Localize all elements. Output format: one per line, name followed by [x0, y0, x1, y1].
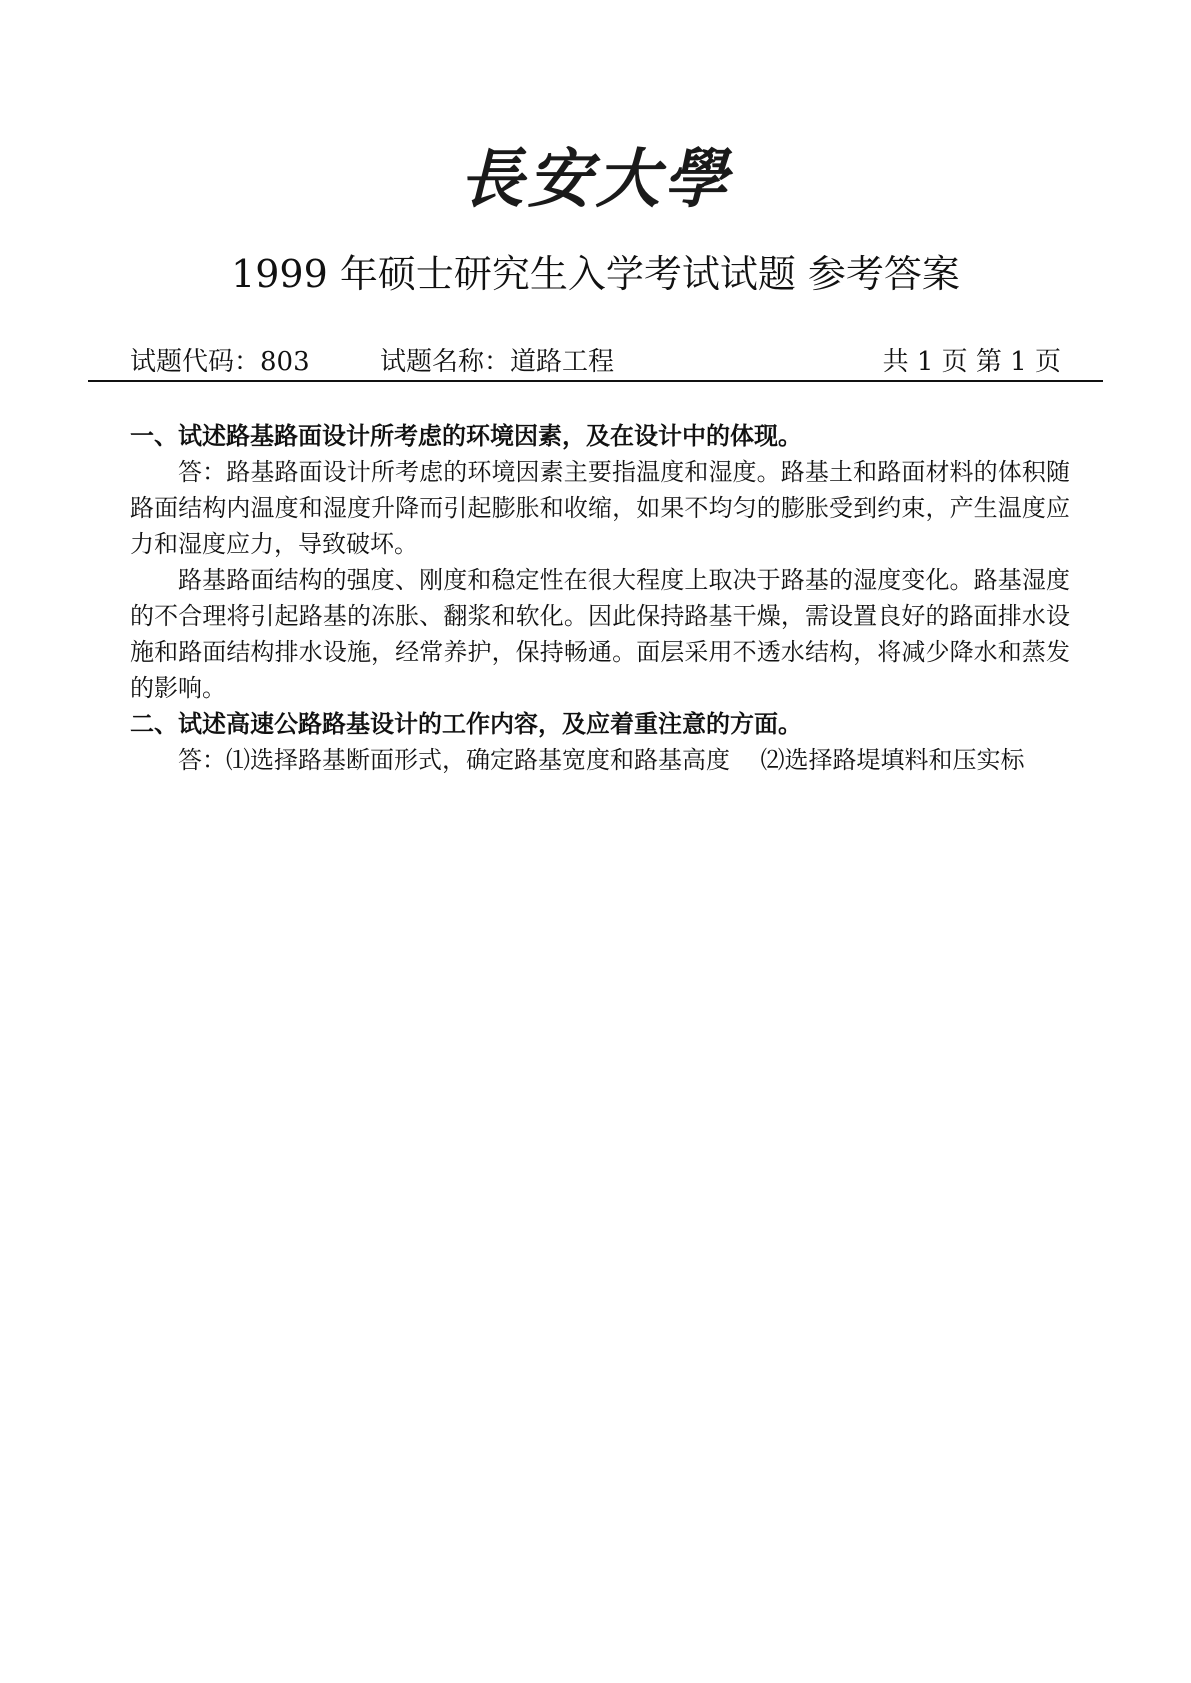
question-block [130, 418, 1070, 706]
answer-paragraph: 答：⑴选择路基断面形式，确定路基宽度和路基高度 ⑵选择路堤填料和压实标 [178, 746, 1025, 774]
question-heading: 一、试述路基路面设计所考虑的环境因素，及在设计中的体现。 [130, 422, 802, 450]
page-title: 1999 年硕士研究生入学考试试题 参考答案 [231, 252, 960, 296]
exam-name: 试题名称：道路工程 [380, 347, 615, 377]
header-divider [88, 380, 1103, 382]
answer-paragraph: 路基路面结构的强度、刚度和稳定性在很大程度上取决于路基的湿度变化。路基湿度的不合理将引起路基的冻胀、翻浆和软化。因此保持路基干燥，需设置良好的路面排水设施和路面结构排水设施，经常养护，保持畅通。面层采用不透水结构，将减少降水和蒸发的影响。 [130, 566, 1070, 702]
answer-paragraph: 答：路基路面设计所考虑的环境因素主要指温度和湿度。路基土和路面材料的体积随路面结构内温度和湿度升降而引起膨胀和收缩，如果不均匀的膨胀受到约束，产生温度应力和湿度应力，导致破坏。 [130, 458, 1070, 558]
page-count: 共 1 页 第 1 页 [882, 347, 1061, 377]
question-block [130, 706, 1070, 778]
exam-code: 试题代码：803 [130, 347, 310, 377]
university-logo: 長安大學 [459, 142, 732, 217]
exam-info-row [130, 345, 1061, 379]
answer-content [130, 418, 1070, 778]
question-heading: 二、试述高速公路路基设计的工作内容，及应着重注意的方面。 [130, 710, 802, 738]
